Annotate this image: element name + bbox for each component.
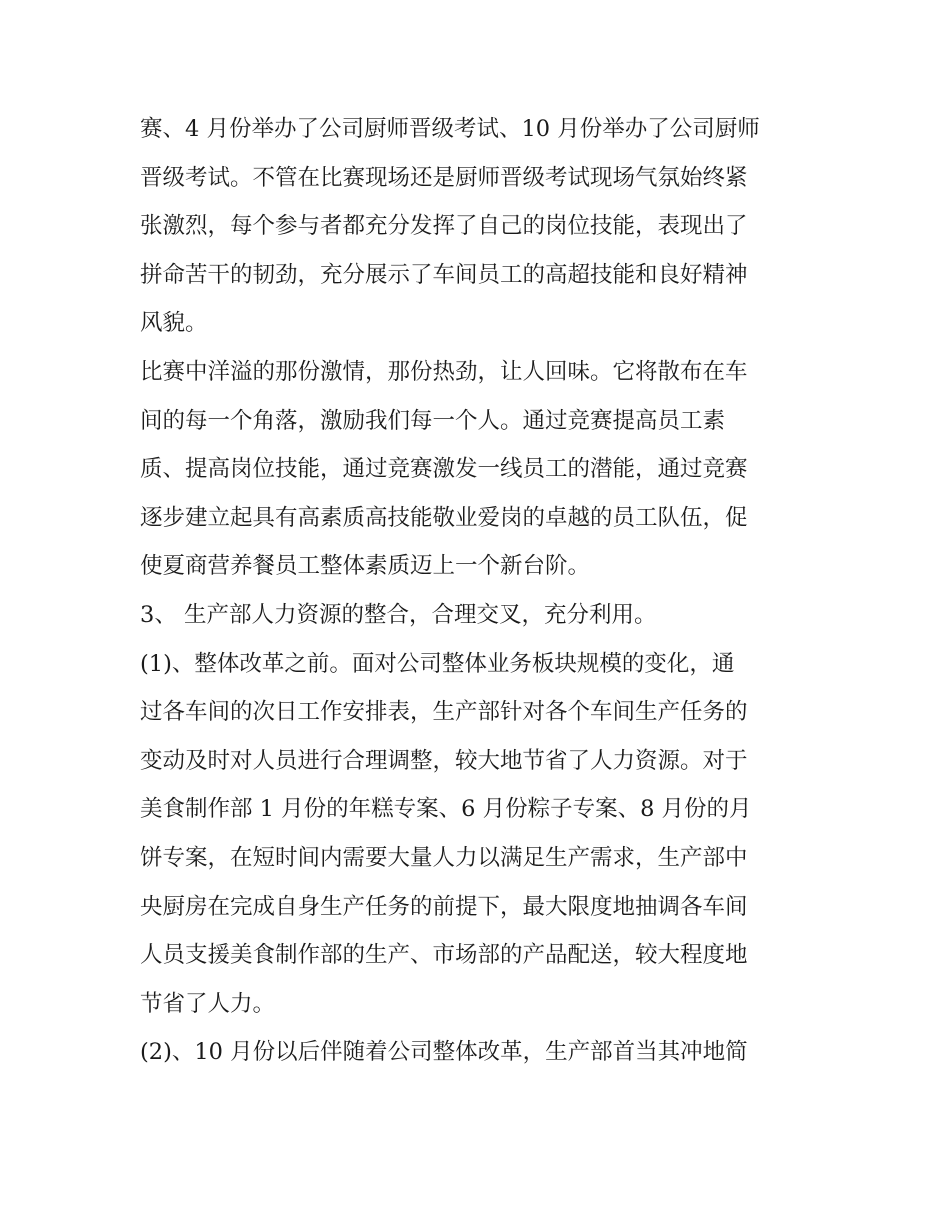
text-line: 间的每一个角落，激励我们每一个人。通过竞赛提高员工素 [140, 407, 726, 434]
text-line: 过各车间的次日工作安排表，生产部针对各个车间生产任务的 [140, 699, 748, 726]
text-line: 节省了人力。 [140, 990, 276, 1017]
section-heading: 3、 生产部人力资源的整合，合理交叉，充分利用。 [140, 601, 657, 628]
text-line: 人员支援美食制作部的生产、市场部的产品配送，较大程度地 [140, 942, 748, 969]
document-body [140, 105, 820, 1077]
text-line: 张激烈，每个参与者都充分发挥了自己的岗位技能，表现出了 [140, 213, 748, 240]
text-line: 赛、4 月份举办了公司厨师晋级考试、10 月份举办了公司厨师 [140, 116, 760, 142]
text-line: 变动及时对人员进行合理调整，较大地节省了人力资源。对于 [140, 747, 748, 774]
text-line: 晋级考试。不管在比赛现场还是厨师晋级考试现场气氛始终紧 [140, 164, 748, 191]
text-line: 逐步建立起具有高素质高技能敬业爱岗的卓越的员工队伍，促 [140, 504, 748, 531]
text-line: 使夏商营养餐员工整体素质迈上一个新台阶。 [140, 553, 591, 580]
text-line: 质、提高岗位技能，通过竞赛激发一线员工的潜能，通过竞赛 [140, 456, 748, 483]
text-line: 央厨房在完成自身生产任务的前提下，最大限度地抽调各车间 [140, 893, 748, 920]
text-line: 拼命苦干的韧劲，充分展示了车间员工的高超技能和良好精神 [140, 261, 748, 288]
text-line: (1)、整体改革之前。面对公司整体业务板块规模的变化，通 [140, 650, 735, 677]
text-line: 比赛中洋溢的那份激情，那份热劲，让人回味。它将散布在车 [140, 358, 748, 385]
text-line: 美食制作部 1 月份的年糕专案、6 月份粽子专案、8 月份的月 [140, 796, 752, 823]
text-line: (2)、10 月份以后伴随着公司整体改革，生产部首当其冲地简 [140, 1039, 748, 1066]
text-line: 饼专案，在短时间内需要大量人力以满足生产需求，生产部中 [140, 844, 748, 871]
text-line: 风貌。 [140, 310, 208, 337]
